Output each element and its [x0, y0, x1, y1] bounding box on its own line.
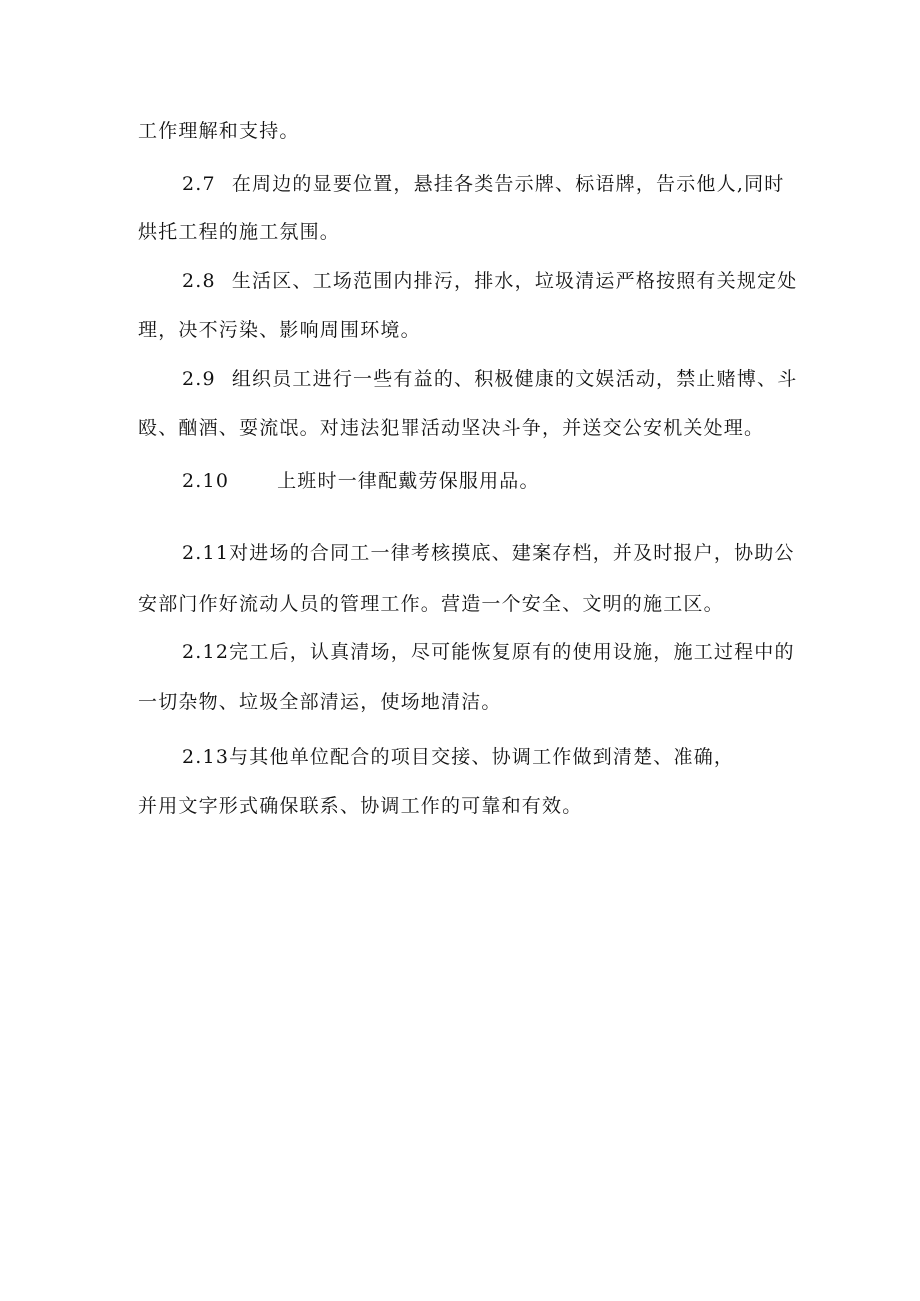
line-text: 在周边的显要位置，悬挂各类告示牌、标语牌，告示他人,同时: [231, 173, 785, 195]
clause-number: 2.12: [182, 641, 230, 663]
paragraph-line: [138, 592, 724, 616]
clause-2-10-line: [182, 469, 540, 493]
line-text: 一切杂物、垃圾全部清运，使场地清洁。: [138, 691, 502, 713]
paragraph-line: [138, 794, 582, 818]
line-text: 工作理解和支持。: [138, 120, 300, 142]
paragraph-line: [138, 318, 421, 342]
clause-2-7-line: [182, 172, 784, 196]
paragraph-line: [138, 220, 340, 244]
clause-2-11-line: [182, 541, 795, 565]
line-text: 对进场的合同工一律考核摸底、建案存档，并及时报户，协助公: [229, 542, 795, 564]
clause-number: 2.10: [182, 470, 230, 492]
line-text: 理，决不污染、影响周围环境。: [138, 319, 421, 341]
line-text: 与其他单位配合的项目交接、协调工作做到清楚、准确，: [229, 746, 735, 768]
line-text: 并用文字形式确保联系、协调工作的可靠和有效。: [138, 795, 583, 817]
clause-number: 2.7: [182, 173, 216, 195]
line-text: 安部门作好流动人员的管理工作。营造一个安全、文明的施工区。: [138, 593, 724, 615]
line-text: 生活区、工场范围内排污，排水，垃圾清运严格按照有关规定处: [231, 270, 798, 292]
clause-2-12-line: [182, 640, 795, 664]
clause-number: 2.11: [182, 542, 230, 564]
line-text: 烘托工程的施工氛围。: [138, 221, 341, 243]
clause-number: 2.8: [182, 270, 216, 292]
clause-2-13-line: [182, 745, 734, 769]
clause-number: 2.13: [182, 746, 230, 768]
clause-number: 2.9: [182, 368, 216, 390]
clause-2-9-line: [182, 367, 797, 391]
paragraph-line: [138, 690, 502, 714]
line-text: 上班时一律配戴劳保服用品。: [277, 470, 540, 492]
line-text: 殴、酗酒、耍流氓。对违法犯罪活动坚决斗争，并送交公安机关处理。: [138, 417, 765, 439]
paragraph-line: [138, 416, 764, 440]
line-text: 组织员工进行一些有益的、积极健康的文娱活动，禁止赌博、斗: [231, 368, 798, 390]
line-text: 完工后，认真清场，尽可能恢复原有的使用设施，施工过程中的: [229, 641, 795, 663]
clause-2-8-line: [182, 269, 797, 293]
paragraph-line: [138, 119, 300, 143]
